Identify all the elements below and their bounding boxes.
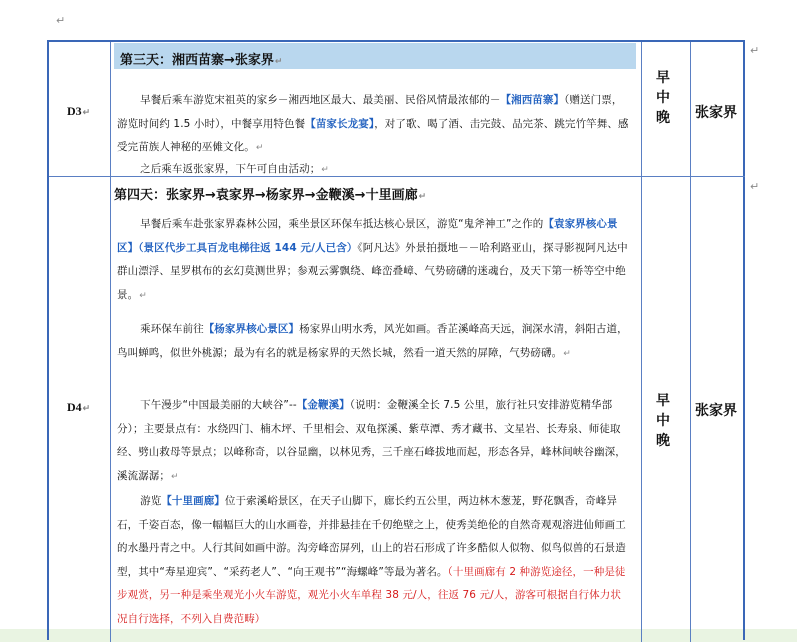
meal-breakfast: 早 bbox=[656, 70, 670, 86]
hotel-cell bbox=[691, 42, 745, 176]
meal-dinner: 晚 bbox=[656, 433, 670, 449]
meal-dinner: 晚 bbox=[656, 110, 670, 126]
optional-note: （十里画廊有 2 种游览途径，一种是徒步观赏，另一种是乘坐观光小火车游览，观光小火车单程 38 元/人，往返 76 元/人，游客可根据自行体力状况自行选择，不列入自费范畴） bbox=[117, 565, 626, 625]
highlight-sight: 【金鞭溪】 bbox=[296, 399, 350, 411]
itinerary-paragraph: 游览【十里画廊】位于索溪峪景区，在天子山脚下，廊长约五公里，两边林木葱茏，野花飘香，奇峰异石，千姿百态，像一幅幅巨大的山水画卷，并排悬挂在千仞绝壁之上，使秀美绝伦的自然奇观观溶进仙师画工的水墨丹青之中。人行其间如画中游。沟旁峰峦屏列，山上的岩石形成了许多酷似人似物、似鸟似兽的石景造型，其中“寿星迎宾”、“采药老人”、“向王观书”“海螺峰”等最为著名。（十里画廊有 2 种游览途径，一种是徒步观赏，另一种是乘坐观光小火车游览，观光小火车单程 38 元/人，往返 76 元/人，游客可根据自行体力状况自行选择，不列入自费范畴） bbox=[117, 495, 626, 625]
paragraph-mark: ↵ bbox=[750, 180, 760, 193]
hotel-city: 张家界 bbox=[695, 403, 737, 419]
itinerary-table bbox=[47, 40, 745, 640]
itinerary-paragraph: 乘环保车前往【杨家界核心景区】杨家界山明水秀，风光如画。香芷溪峰高天远，涧深水清，斜阳古道，鸟叫蝉鸣，似世外桃源；最为有名的就是杨家界的天然长城，然看一道天然的屏障，气势磅礴。↵ bbox=[117, 323, 628, 359]
day-title-bar bbox=[114, 43, 636, 69]
highlight-meal: 【苗家长龙宴】 bbox=[305, 117, 375, 130]
itinerary-cell bbox=[111, 42, 642, 176]
itinerary-paragraph: 之后乘车返张家界，下午可自由活动；↵ bbox=[140, 163, 329, 175]
hotel-city: 张家界 bbox=[695, 105, 737, 121]
day-label: D4↵ bbox=[67, 400, 91, 414]
paragraph-mark: ↵ bbox=[750, 44, 760, 57]
highlight-sight: 【十里画廊】 bbox=[161, 495, 225, 507]
meals-list bbox=[656, 68, 678, 128]
meals-cell bbox=[642, 177, 691, 642]
hotel-cell bbox=[691, 177, 745, 642]
meals-list bbox=[656, 391, 678, 451]
day-cell bbox=[49, 42, 111, 176]
meal-lunch: 中 bbox=[656, 90, 670, 106]
meal-breakfast: 早 bbox=[656, 393, 670, 409]
meal-lunch: 中 bbox=[656, 413, 670, 429]
highlight-sight: 【袁家界核心景区】（景区代步工具百龙电梯往返 144 元/人已含） bbox=[117, 218, 618, 254]
itinerary-paragraph: 下午漫步“中国最美丽的大峡谷”--【金鞭溪】（说明：金鞭溪全长 7.5 公里，旅行社只安排游览精华部分）；主要景点有：水绕四门、楠木坪、千里相会、双龟探溪、紫草潭、秀才藏书、文星岩、长寿泉、师徒取经、劈山救母等景点；以峰称奇，以谷显幽，以林见秀，三千座石峰拔地而起，形态各异，峰林间峡谷幽深，溪流潺潺；↵ bbox=[117, 399, 626, 482]
meals-cell bbox=[642, 42, 691, 176]
day-title: 第三天：湘西苗寨→张家界↵ bbox=[120, 53, 283, 68]
table-row-d4 bbox=[49, 177, 745, 642]
day-cell bbox=[49, 177, 111, 642]
day-label: D3↵ bbox=[67, 104, 91, 118]
highlight-sight: 【湘西苗寨】 bbox=[500, 94, 565, 106]
paragraph-mark: ↵ bbox=[56, 14, 66, 27]
highlight-sight: 【杨家界核心景区】 bbox=[203, 323, 300, 335]
itinerary-paragraph: 早餐后乘车赴张家界森林公园，乘坐景区环保车抵达核心景区，游览“鬼斧神工”之作的【袁家界核心景区】（景区代步工具百龙电梯往返 144 元/人已含）《阿凡达》外景拍摄地－－哈利路亚山，探寻影视阿凡达中群山漂浮、星罗棋布的玄幻莫测世界；参观云雾飘绕、峰峦叠嶂、气势磅礴的迷魂台，及天下第一桥等空中绝景。↵ bbox=[117, 218, 628, 301]
itinerary-paragraph: 早餐后乘车游览宋祖英的家乡－湘西地区最大、最美丽、民俗风情最浓郁的－【湘西苗寨】（赠送门票，游览时间约 1.5 小时），中餐享用特色餐【苗家长龙宴】，对了歌、喝了酒、击完鼓、品完茶、跳完竹竿舞、感受完苗族人神秘的巫傩文化。↵ bbox=[117, 94, 629, 153]
itinerary-cell bbox=[111, 177, 642, 642]
table-row-d3 bbox=[49, 42, 745, 177]
day-title: 第四天：张家界→袁家界→杨家界→金鞭溪→十里画廊↵ bbox=[114, 188, 427, 203]
